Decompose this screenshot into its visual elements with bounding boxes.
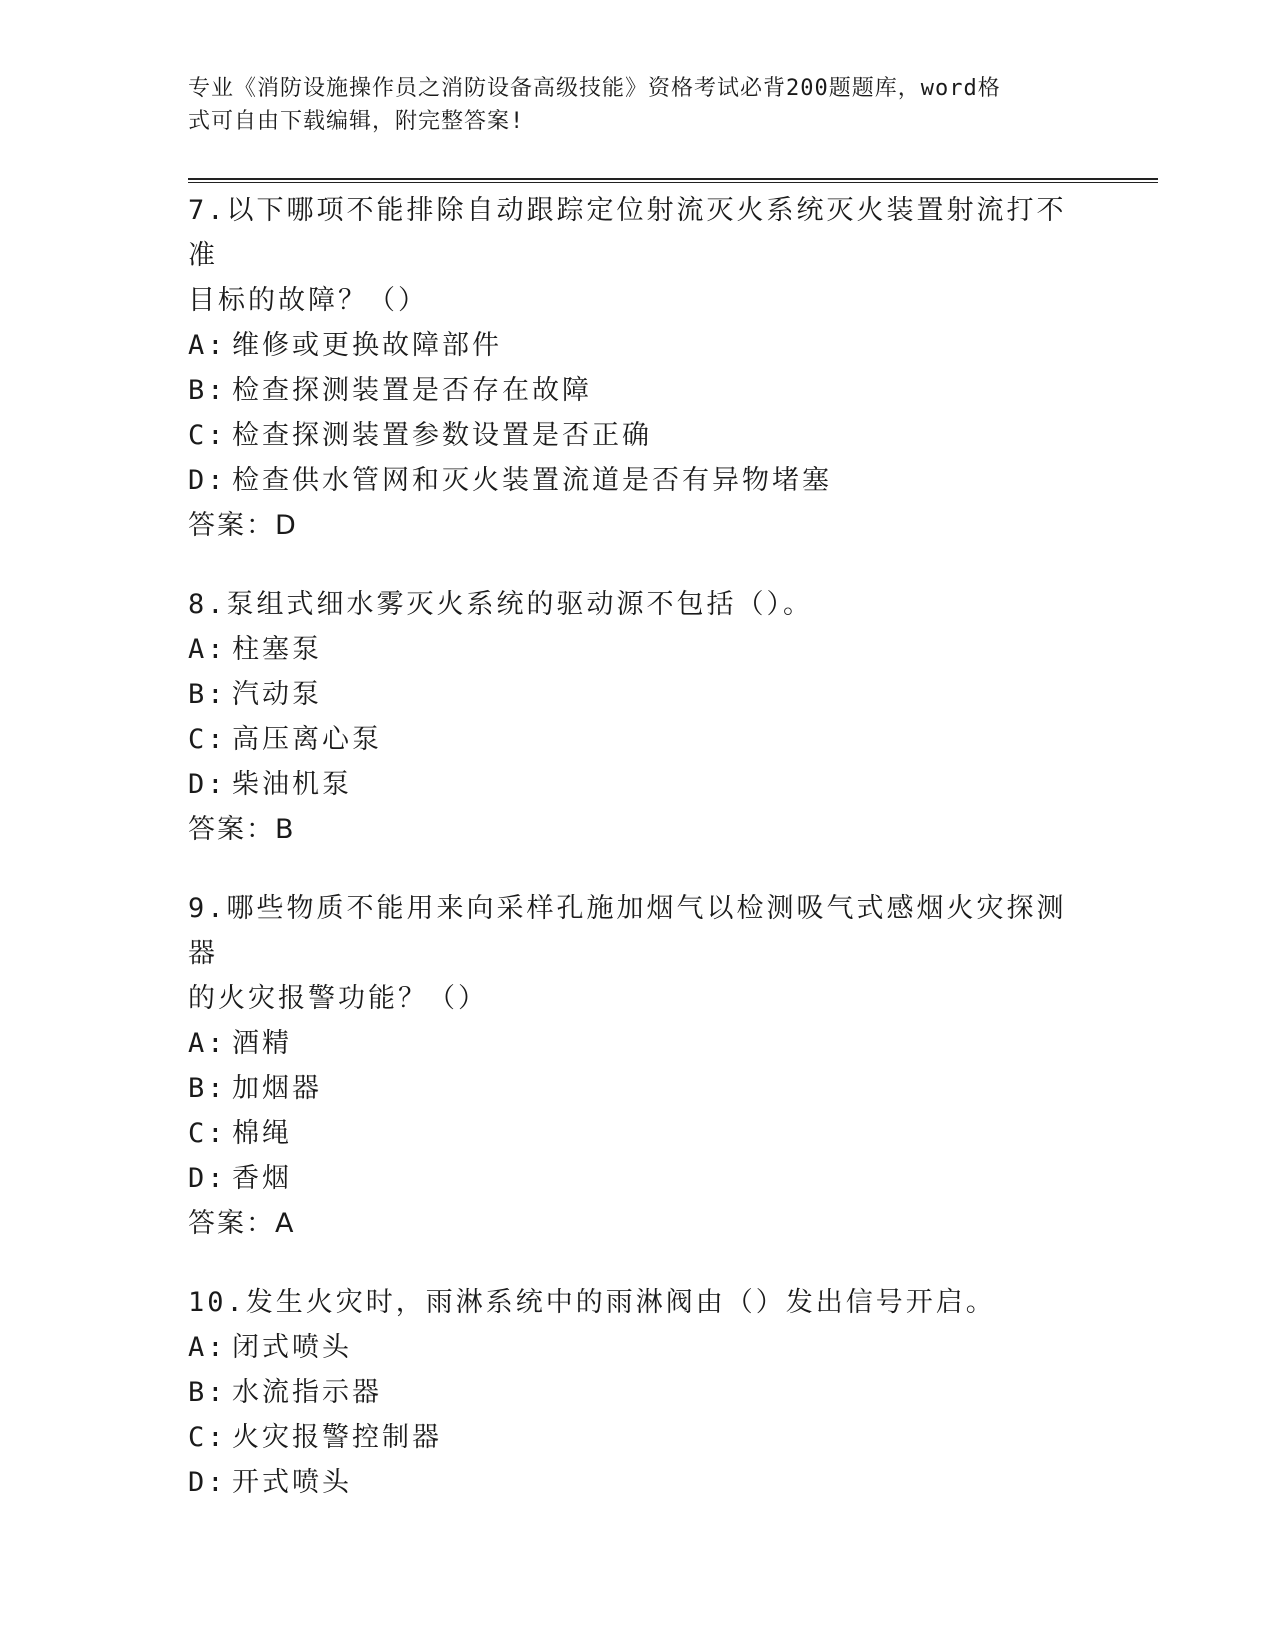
option-a: [188, 323, 1088, 368]
option-c: [188, 413, 1088, 458]
option-letter: B:: [188, 1073, 227, 1104]
header-line-2: 式可自由下载编辑，附完整答案!: [188, 109, 525, 134]
answer-line: 答案：D: [188, 510, 298, 541]
option-letter: D:: [188, 1467, 227, 1498]
option-text: 检查探测装置参数设置是否正确: [232, 420, 652, 451]
option-text: 棉绳: [232, 1118, 292, 1149]
option-text: 高压离心泵: [232, 724, 382, 755]
question-7: [188, 188, 1088, 548]
option-d: [188, 762, 1088, 807]
answer-line: 答案：B: [188, 814, 296, 845]
option-letter: A:: [188, 330, 227, 361]
option-c: [188, 717, 1088, 762]
option-b: [188, 672, 1088, 717]
option-text: 火灾报警控制器: [232, 1422, 442, 1453]
option-letter: C:: [188, 724, 227, 755]
option-letter: B:: [188, 375, 227, 406]
option-letter: C:: [188, 1422, 227, 1453]
question-stem-continued: 目标的故障？（）: [188, 285, 428, 316]
option-c: [188, 1111, 1088, 1156]
header-divider: [188, 178, 1158, 183]
option-letter: A:: [188, 1028, 227, 1059]
option-a: [188, 627, 1088, 672]
question-list: [188, 188, 1088, 1539]
option-letter: D:: [188, 465, 227, 496]
option-text: 加烟器: [232, 1073, 322, 1104]
option-text: 开式喷头: [232, 1467, 352, 1498]
answer-line: 答案：A: [188, 1208, 296, 1239]
option-text: 汽动泵: [232, 679, 322, 710]
option-text: 维修或更换故障部件: [232, 330, 502, 361]
option-text: 柱塞泵: [232, 634, 322, 665]
option-letter: A:: [188, 634, 227, 665]
option-letter: A:: [188, 1332, 227, 1363]
question-stem-continued: 的火灾报警功能？（）: [188, 983, 488, 1014]
option-text: 柴油机泵: [232, 769, 352, 800]
option-letter: D:: [188, 1163, 227, 1194]
option-text: 水流指示器: [232, 1377, 382, 1408]
question-stem: 7.以下哪项不能排除自动跟踪定位射流灭火系统灭火装置射流打不准: [188, 195, 1067, 271]
option-letter: B:: [188, 1377, 227, 1408]
option-d: [188, 458, 1088, 503]
question-stem: 10.发生火灾时，雨淋系统中的雨淋阀由（）发出信号开启。: [188, 1287, 996, 1318]
option-text: 检查供水管网和灭火装置流道是否有异物堵塞: [232, 465, 832, 496]
option-d: [188, 1460, 1088, 1505]
option-b: [188, 1066, 1088, 1111]
option-letter: C:: [188, 420, 227, 451]
option-text: 检查探测装置是否存在故障: [232, 375, 592, 406]
document-header: [188, 72, 1068, 138]
option-b: [188, 1370, 1088, 1415]
question-stem: 9.哪些物质不能用来向采样孔施加烟气以检测吸气式感烟火灾探测器: [188, 893, 1067, 969]
option-d: [188, 1156, 1088, 1201]
header-line-1: 专业《消防设施操作员之消防设备高级技能》资格考试必背200题题库，word格: [188, 76, 1001, 101]
question-9: [188, 886, 1088, 1246]
option-text: 酒精: [232, 1028, 292, 1059]
option-a: [188, 1325, 1088, 1370]
option-letter: C:: [188, 1118, 227, 1149]
question-8: [188, 582, 1088, 852]
option-b: [188, 368, 1088, 413]
option-a: [188, 1021, 1088, 1066]
option-text: 香烟: [232, 1163, 292, 1194]
option-letter: B:: [188, 679, 227, 710]
option-c: [188, 1415, 1088, 1460]
question-10: [188, 1280, 1088, 1505]
question-stem: 8.泵组式细水雾灭火系统的驱动源不包括（）。: [188, 589, 814, 620]
option-letter: D:: [188, 769, 227, 800]
option-text: 闭式喷头: [232, 1332, 352, 1363]
